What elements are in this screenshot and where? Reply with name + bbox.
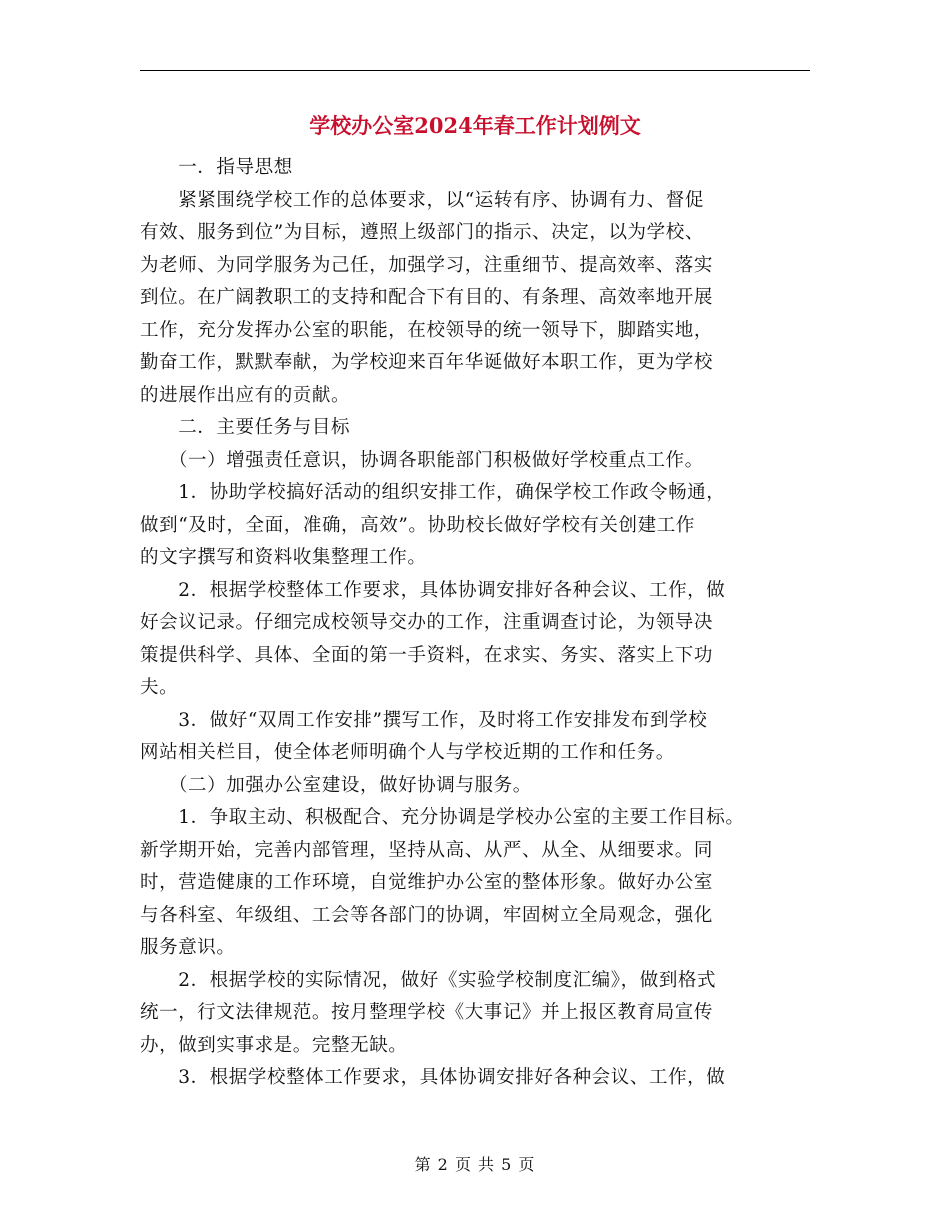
page-number-footer: 第 2 页 共 5 页 <box>414 1155 536 1174</box>
body-line: 为老师、为同学服务为己任，加强学习，注重细节、提高效率、落实 <box>140 254 714 276</box>
document-body <box>140 152 830 1095</box>
body-line: 1．争取主动、积极配合、充分协调是学校办公室的主要工作目标。 <box>140 807 745 828</box>
body-line: 1．协助学校搞好活动的组织安排工作，确保学校工作政令畅通， <box>140 482 726 503</box>
body-line: 时，营造健康的工作环境，自觉维护办公室的整体形象。做好办公室 <box>140 872 714 893</box>
body-line: （一）增强责任意识，协调各职能部门积极做好学校重点工作。 <box>140 449 704 471</box>
body-line: 网站相关栏目，使全体老师明确个人与学校近期的工作和任务。 <box>140 742 675 763</box>
body-line: 3．根据学校整体工作要求，具体协调安排好各种会议、工作，做 <box>140 1067 726 1088</box>
body-line: 紧紧围绕学校工作的总体要求，以“运转有序、协调有力、督促 <box>140 189 704 211</box>
body-line: 的文字撰写和资料收集整理工作。 <box>140 547 427 568</box>
body-line: 2．根据学校的实际情况，做好《实验学校制度汇编》，做到格式 <box>140 969 717 991</box>
body-line: 做到“及时，全面，准确，高效”。协助校长做好学校有关创建工作 <box>140 514 695 536</box>
document-title: 学校办公室2024年春工作计划例文 <box>309 113 641 138</box>
body-line: 2．根据学校整体工作要求，具体协调安排好各种会议、工作，做 <box>140 579 726 601</box>
body-line: 策提供科学、具体、全面的第一手资料，在求实、务实、落实上下功 <box>140 644 714 666</box>
body-line: 一．指导思想 <box>140 157 293 178</box>
body-line: 二．主要任务与目标 <box>140 417 351 438</box>
body-line: 新学期开始，完善内部管理，坚持从高、从严、从全、从细要求。同 <box>140 839 714 861</box>
body-line: 夫。 <box>140 677 179 698</box>
body-line: 服务意识。 <box>140 937 236 958</box>
body-line: 办，做到实事求是。完整无缺。 <box>140 1034 408 1056</box>
body-line: 勤奋工作，默默奉献，为学校迎来百年华诞做好本职工作，更为学校 <box>140 352 714 373</box>
body-line: 3．做好“双周工作安排”撰写工作，及时将工作安排发布到学校 <box>140 709 708 731</box>
body-line: 有效、服务到位”为目标，遵照上级部门的指示、决定，以为学校、 <box>140 222 704 243</box>
body-line: （二）加强办公室建设，做好协调与服务。 <box>140 774 532 796</box>
body-line: 统一，行文法律规范。按月整理学校《大事记》并上报区教育局宣传 <box>140 1002 714 1023</box>
body-line: 到位。在广阔教职工的支持和配合下有目的、有条理、高效率地开展 <box>140 287 714 308</box>
body-line: 的进展作出应有的贡献。 <box>140 384 351 406</box>
body-line: 好会议记录。仔细完成校领导交办的工作，注重调查讨论，为领导决 <box>140 612 714 633</box>
body-line: 工作，充分发挥办公室的职能，在校领导的统一领导下，脚踏实地， <box>140 319 714 341</box>
header-rule <box>140 70 810 71</box>
body-line: 与各科室、年级组、工会等各部门的协调，牢固树立全局观念，强化 <box>140 904 714 926</box>
